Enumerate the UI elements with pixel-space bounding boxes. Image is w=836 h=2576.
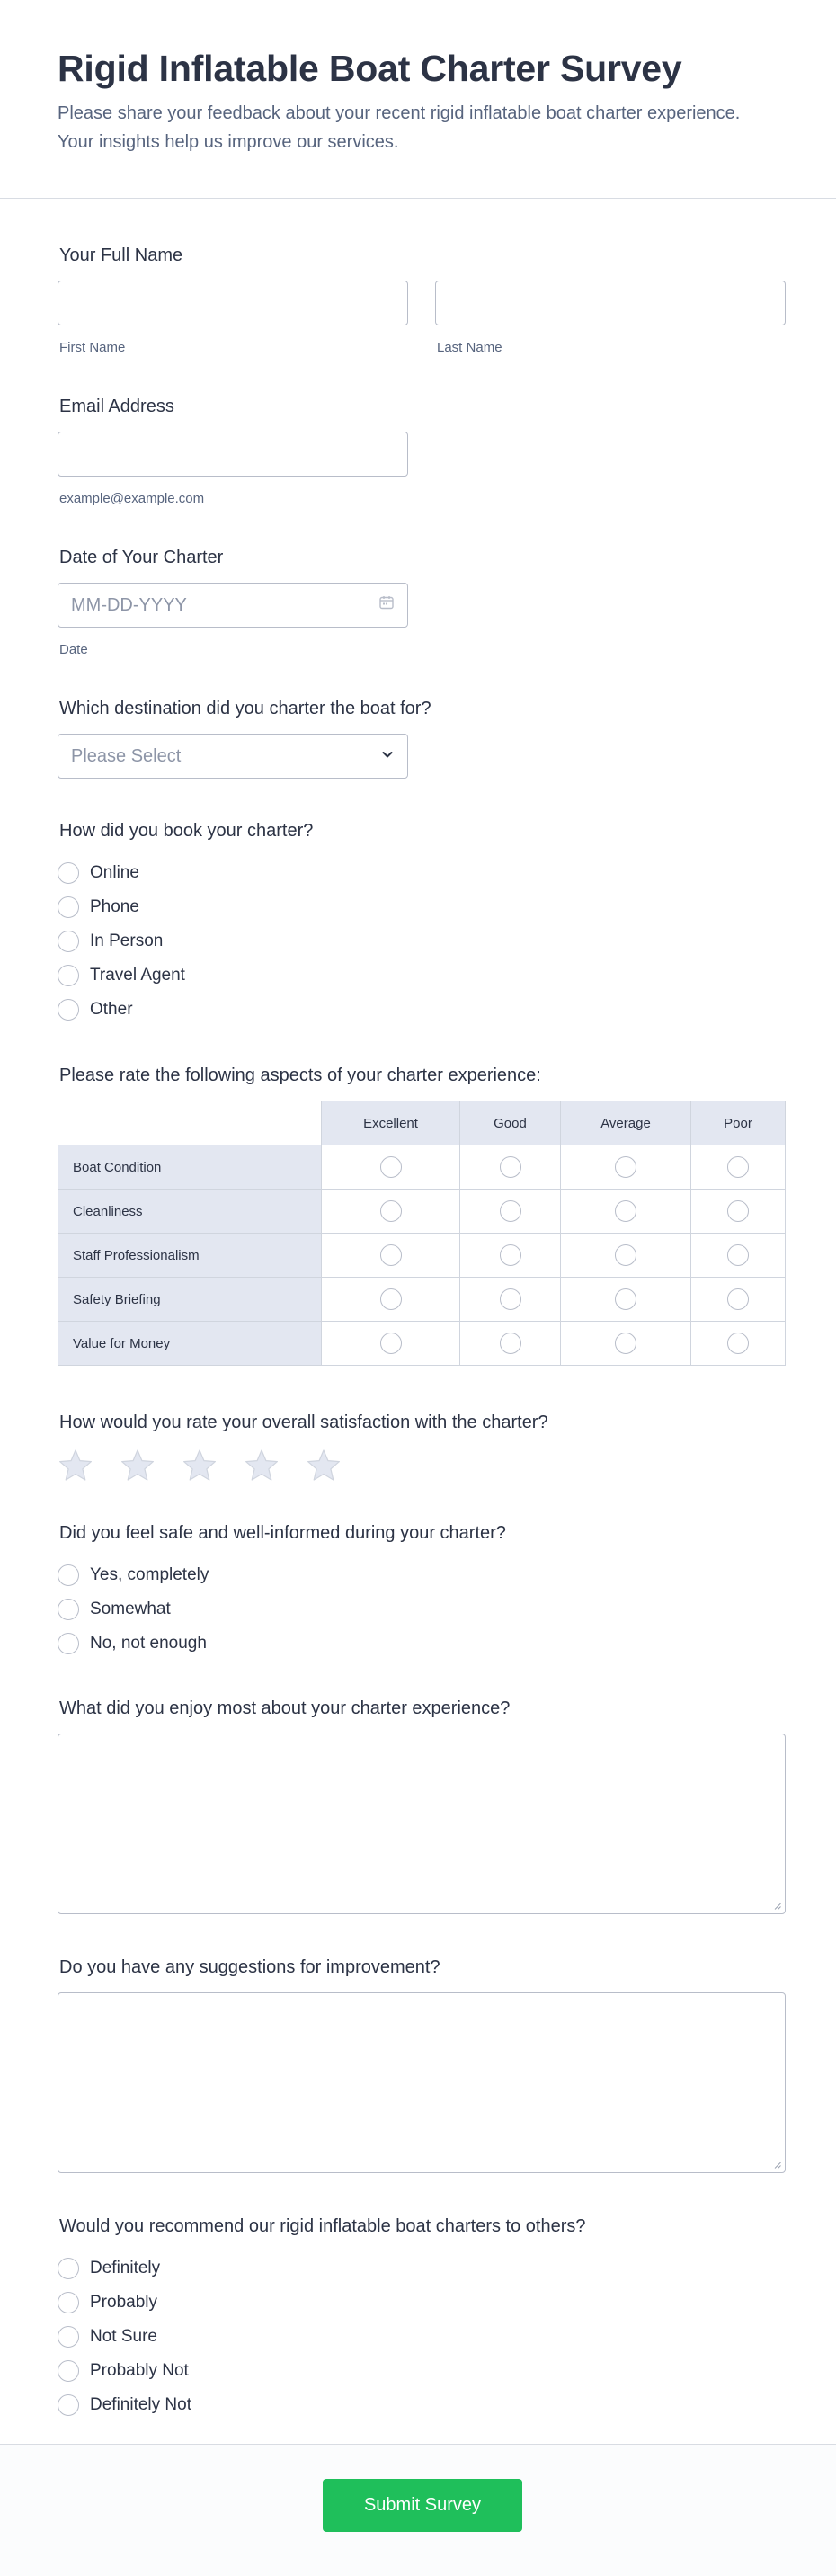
matrix-radio[interactable] [380,1244,402,1266]
matrix-radio[interactable] [500,1200,521,1222]
rating-matrix [58,1101,786,1366]
form-header [0,0,836,199]
star-icon[interactable] [182,1448,218,1484]
matrix-radio[interactable] [615,1288,636,1310]
star-icon[interactable] [58,1448,93,1484]
email-sublabel: example@example.com [59,491,205,506]
radio-button[interactable] [58,1564,79,1586]
radio-button[interactable] [58,896,79,918]
resize-handle-icon[interactable] [774,2162,781,2169]
radio-button[interactable] [58,2326,79,2348]
recommend-option[interactable]: Not Sure [58,2320,586,2354]
recommend-options [58,2251,586,2422]
matrix-radio[interactable] [500,1333,521,1354]
radio-button[interactable] [58,2258,79,2279]
radio-button[interactable] [58,965,79,986]
suggestions-label: Do you have any suggestions for improvement? [59,1957,440,1977]
matrix-corner [58,1101,322,1145]
matrix-row-header: Staff Professionalism [58,1234,322,1278]
safety-option[interactable]: Somewhat [58,1592,506,1627]
booking-option[interactable]: Phone [58,890,313,924]
destination-select[interactable] [58,734,408,779]
charter-date-sublabel: Date [59,642,88,657]
recommend-option[interactable]: Probably [58,2286,586,2320]
matrix-radio[interactable] [615,1333,636,1354]
matrix-radio[interactable] [500,1156,521,1178]
radio-button[interactable] [58,2394,79,2416]
booking-options [58,856,313,1027]
page-title: Rigid Inflatable Boat Charter Survey [58,48,682,89]
matrix-radio[interactable] [727,1156,749,1178]
matrix-radio[interactable] [727,1244,749,1266]
booking-option[interactable]: Other [58,993,313,1027]
matrix-radio[interactable] [380,1156,402,1178]
chevron-down-icon [380,746,395,767]
enjoy-label: What did you enjoy most about your charter experience? [59,1698,511,1718]
question-full-name [58,245,786,355]
email-label: Email Address [59,397,174,416]
radio-button[interactable] [58,862,79,884]
question-safety [58,1522,506,1661]
radio-button[interactable] [58,1633,79,1654]
submit-button[interactable]: Submit Survey [323,2479,522,2532]
matrix-column-header: Excellent [322,1101,460,1145]
radio-button[interactable] [58,1599,79,1620]
matrix-radio[interactable] [615,1244,636,1266]
matrix-radio[interactable] [615,1156,636,1178]
full-name-label: Your Full Name [59,245,183,265]
form-footer [0,2444,836,2576]
safety-option[interactable]: Yes, completely [58,1558,506,1592]
matrix-row-header: Cleanliness [58,1190,322,1234]
last-name-input[interactable] [435,281,786,325]
destination-selected-value: Please Select [71,745,182,766]
question-destination [58,698,431,779]
recommend-option[interactable]: Definitely Not [58,2388,586,2422]
matrix-radio[interactable] [380,1288,402,1310]
charter-date-label: Date of Your Charter [59,548,224,567]
booking-option[interactable]: In Person [58,924,313,958]
email-input[interactable] [58,432,408,477]
radio-button[interactable] [58,2360,79,2382]
question-aspect-ratings [58,1065,786,1366]
matrix-radio[interactable] [500,1288,521,1310]
matrix-radio[interactable] [615,1200,636,1222]
matrix-radio[interactable] [727,1288,749,1310]
matrix-column-header: Poor [691,1101,786,1145]
overall-label: How would you rate your overall satisfaction with the charter? [59,1413,548,1432]
star-icon[interactable] [120,1448,156,1484]
star-icon[interactable] [306,1448,342,1484]
matrix-column-header: Average [561,1101,691,1145]
charter-date-input[interactable] [58,583,408,628]
safety-options [58,1558,506,1661]
matrix-row-header: Boat Condition [58,1145,322,1190]
first-name-sublabel: First Name [59,340,126,355]
radio-button[interactable] [58,931,79,952]
radio-button[interactable] [58,999,79,1021]
question-recommend [58,2215,586,2422]
question-email [58,396,408,506]
matrix-row-header: Value for Money [58,1322,322,1366]
recommend-option[interactable]: Probably Not [58,2354,586,2388]
matrix-row [58,1278,786,1322]
suggestions-textarea[interactable] [58,1992,786,2173]
matrix-row-header: Safety Briefing [58,1278,322,1322]
first-name-input[interactable] [58,281,408,325]
booking-option[interactable]: Online [58,856,313,890]
matrix-row [58,1145,786,1190]
ratings-label: Please rate the following aspects of your charter experience: [59,1065,541,1085]
matrix-row [58,1190,786,1234]
page-description: Please share your feedback about your recent rigid inflatable boat charter experience. Your insights help us improve our services. [58,103,741,152]
matrix-row [58,1234,786,1278]
recommend-label: Would you recommend our rigid inflatable boat charters to others? [59,2216,586,2236]
safety-label: Did you feel safe and well-informed during your charter? [59,1523,506,1543]
booking-option[interactable]: Travel Agent [58,958,313,993]
question-overall-satisfaction [58,1412,548,1484]
question-booking-method [58,820,313,1027]
matrix-column-header: Good [460,1101,561,1145]
recommend-option[interactable]: Definitely [58,2251,586,2286]
matrix-radio[interactable] [380,1200,402,1222]
last-name-sublabel: Last Name [437,340,502,355]
star-icon[interactable] [244,1448,280,1484]
calendar-icon[interactable] [378,594,395,616]
matrix-radio[interactable] [727,1200,749,1222]
matrix-radio[interactable] [500,1244,521,1266]
matrix-row [58,1322,786,1366]
matrix-radio[interactable] [380,1333,402,1354]
matrix-radio[interactable] [727,1333,749,1354]
question-charter-date [58,547,408,657]
safety-option[interactable]: No, not enough [58,1627,506,1661]
resize-handle-icon[interactable] [774,1903,781,1910]
booking-label: How did you book your charter? [59,821,314,841]
question-suggestions [58,1957,786,2173]
question-enjoy-most [58,1698,786,1914]
enjoy-textarea[interactable] [58,1734,786,1914]
radio-button[interactable] [58,2292,79,2313]
destination-label: Which destination did you charter the boat for? [59,699,431,718]
charter-date-placeholder: MM-DD-YYYY [71,594,187,615]
star-rating [58,1448,548,1484]
